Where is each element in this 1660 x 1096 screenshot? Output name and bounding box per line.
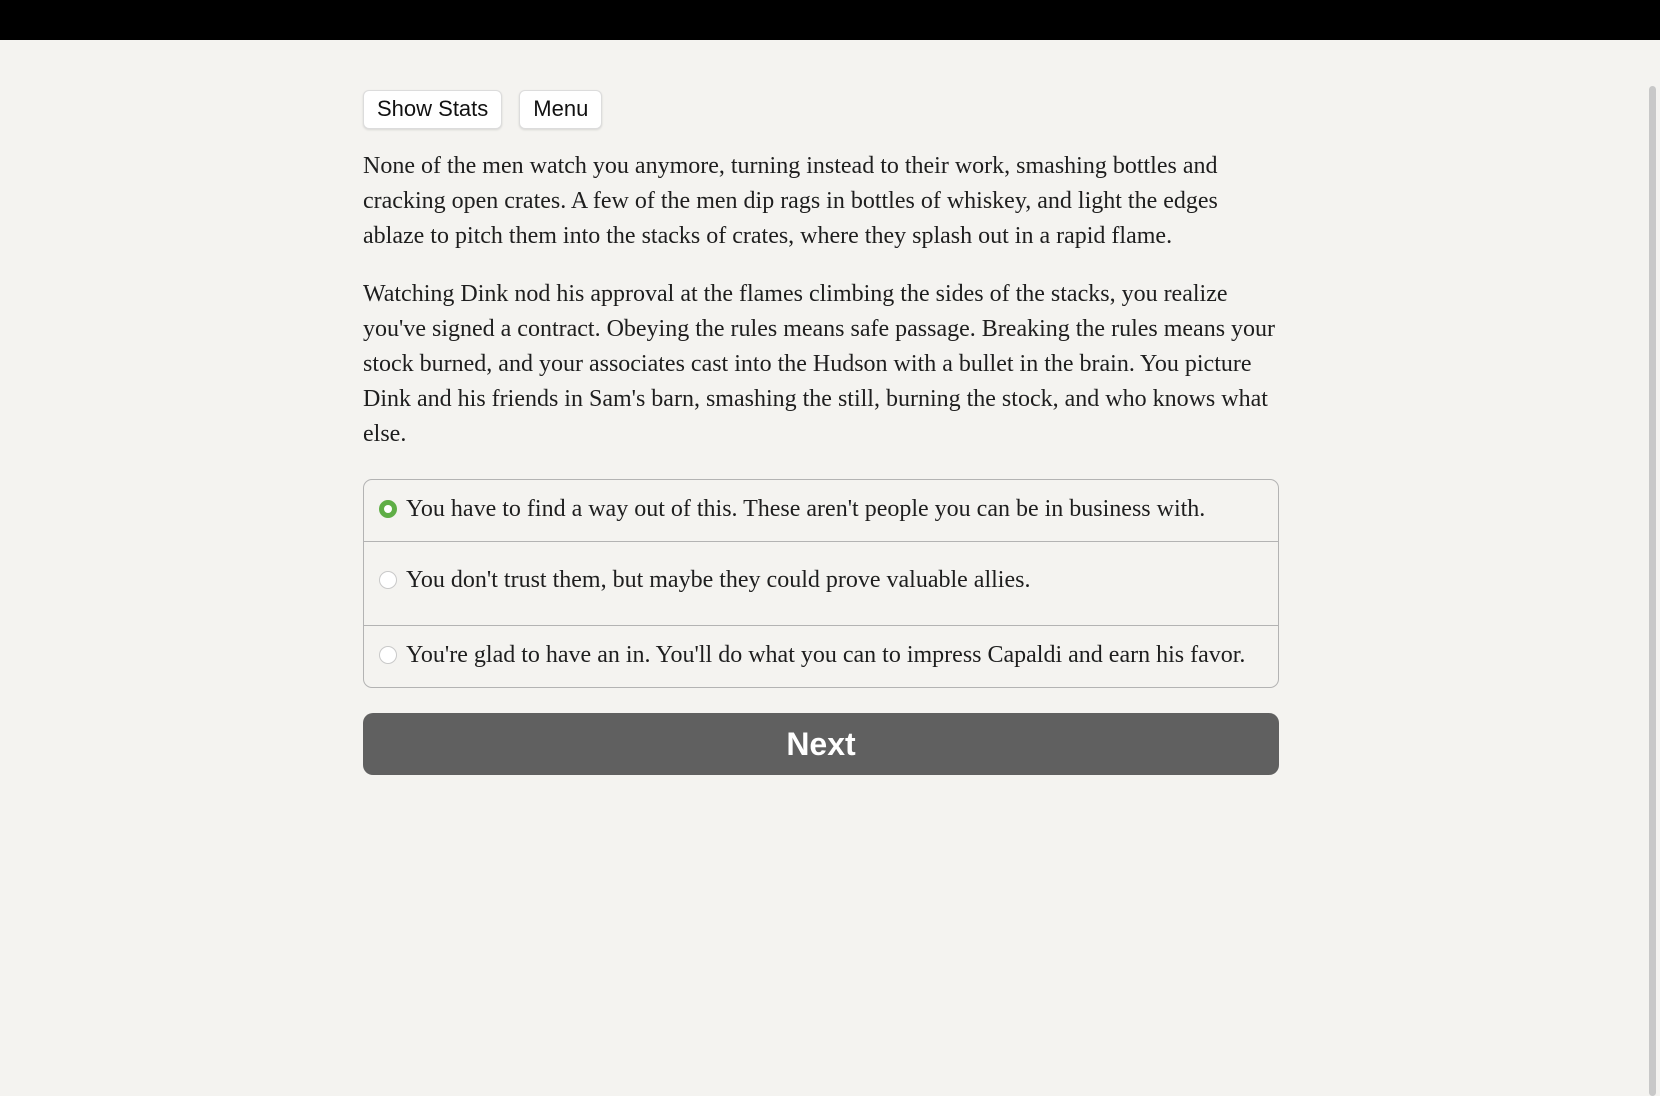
story-passage bbox=[363, 149, 1279, 452]
choice-label: You have to find a way out of this. These aren't people you can be in business with. bbox=[406, 496, 1206, 522]
scrollbar-thumb[interactable] bbox=[1649, 86, 1656, 1096]
passage-paragraph: Watching Dink nod his approval at the flames climbing the sides of the stacks, you realize you've signed a contract. Obeying the rules means safe passage. Breaking the rules means your stock burned, and your associates cast into the Hudson with a bullet in the brain. You picture Dink and his friends in Sam's barn, smashing the still, burning the stock, and who knows what else. bbox=[363, 281, 1276, 447]
show-stats-button[interactable]: Show Stats bbox=[363, 90, 502, 129]
choice-label: You don't trust them, but maybe they could prove valuable allies. bbox=[406, 567, 1031, 593]
choice-list bbox=[363, 479, 1279, 688]
top-black-bar bbox=[0, 0, 1660, 40]
choice-label: You're glad to have an in. You'll do what you can to impress Capaldi and earn his favor. bbox=[406, 642, 1246, 668]
choice-option-2[interactable] bbox=[364, 541, 1278, 625]
radio-unselected-icon[interactable] bbox=[379, 571, 397, 589]
next-button[interactable]: Next bbox=[363, 713, 1279, 775]
game-container bbox=[363, 90, 1279, 775]
radio-unselected-icon[interactable] bbox=[379, 646, 397, 664]
passage-paragraph: None of the men watch you anymore, turning instead to their work, smashing bottles and cracking open crates. A few of the men dip rags in bottles of whiskey, and light the edges ablaze to pitch them into the stacks of crates, where they splash out in a rapid flame. bbox=[363, 153, 1218, 249]
choice-option-3[interactable] bbox=[364, 625, 1278, 687]
menu-button[interactable]: Menu bbox=[519, 90, 602, 129]
scrollbar-track[interactable] bbox=[1644, 40, 1660, 1080]
radio-selected-icon[interactable] bbox=[379, 500, 397, 518]
toolbar bbox=[363, 90, 1279, 129]
choice-option-1[interactable] bbox=[364, 480, 1278, 541]
